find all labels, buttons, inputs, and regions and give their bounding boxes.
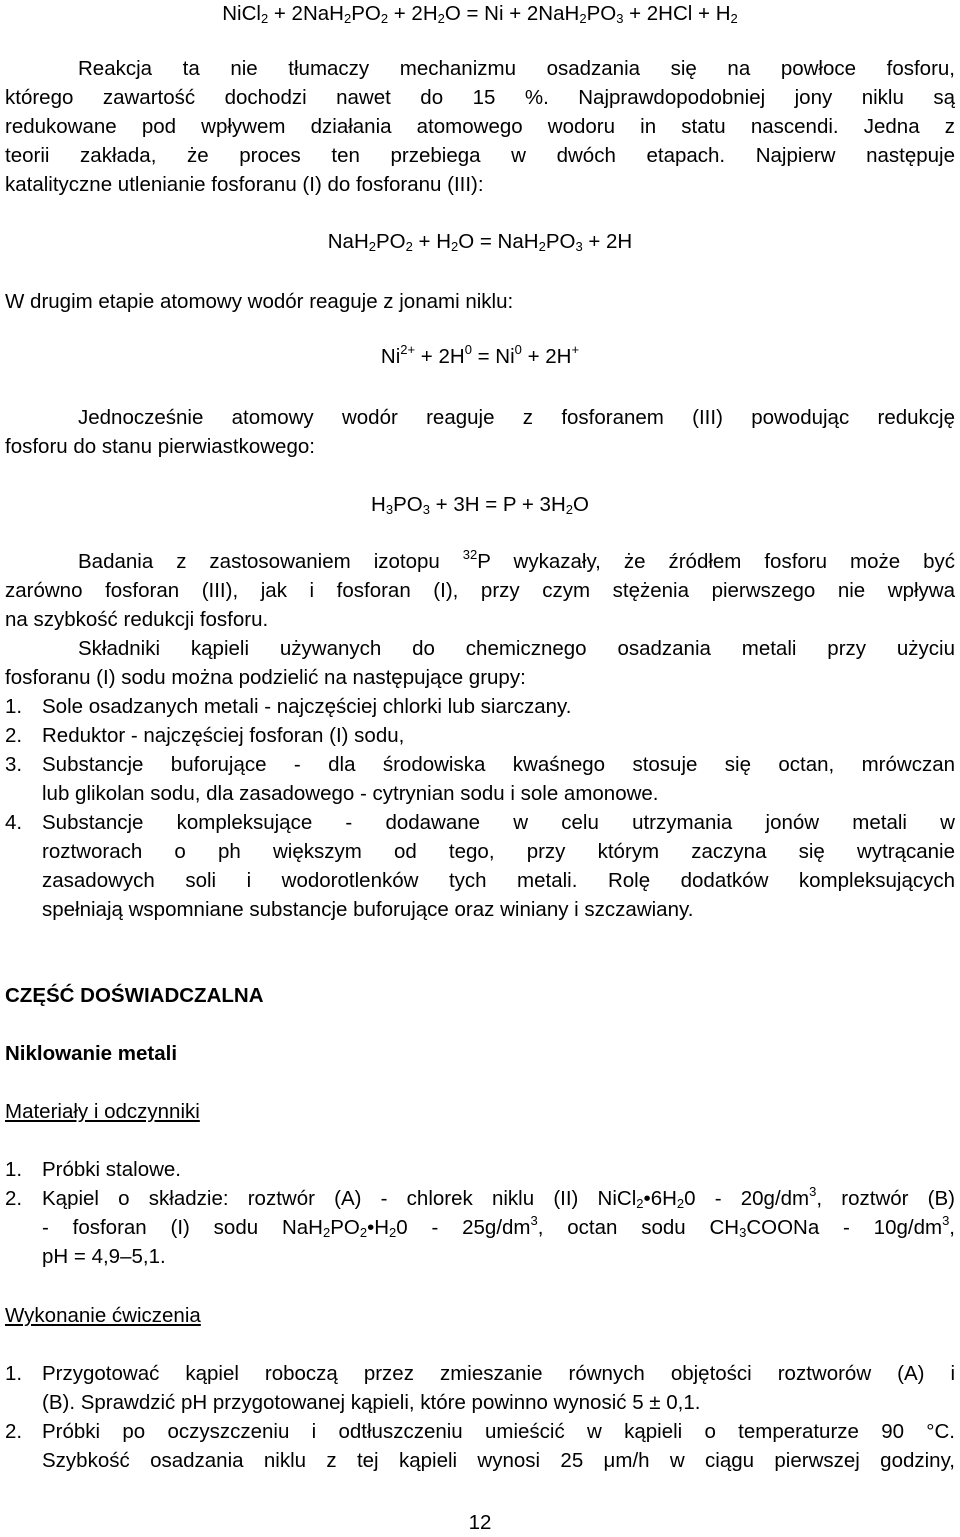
- text-line: fosforanu (I) sodu można podzielić na następujące grupy:: [5, 666, 526, 689]
- text-line: Badania z zastosowaniem izotopu $^{32}$P wykazały, że źródłem fosforu może być: [78, 547, 955, 573]
- page-number: 12: [468, 1511, 492, 1534]
- text-line: teorii zakłada, że proces ten przebiega w dwóch etapach. Najpierw następuje: [5, 144, 955, 167]
- procedure-heading: Wykonanie ćwiczenia: [5, 1304, 201, 1327]
- materials-heading: Materiały i odczynniki: [5, 1100, 200, 1123]
- section-heading: CZĘŚĆ DOŚWIADCZALNA: [5, 984, 264, 1007]
- text-line: zarówno fosforan (III), jak i fosforan (I), przy czym stężenia pierwszego nie wpływa: [5, 579, 955, 602]
- paragraph-second-stage: [5, 287, 955, 316]
- paragraph-phosphorus-reduction: [5, 403, 955, 461]
- list-item: 4. Substancje kompleksujące - dodawane w celu utrzymania jonów metali w roztworach o ph większym od tego, przy którym zaczyna się wytrącanie zasadowych soli i wodorotlenków tych metali. Rolę dodatków kompleksujących spełniają wspomniane substancje buforujące oraz winiany i szczawiany.: [5, 811, 955, 921]
- text-line: na szybkość redukcji fosforu.: [5, 608, 269, 631]
- list-item: 1. Próbki stalowe.: [5, 1158, 182, 1181]
- paragraph-bath-components: [5, 634, 955, 692]
- text-line: Jednocześnie atomowy wodór reaguje z fosforanem (III) powodując redukcję: [78, 406, 955, 429]
- equation-phosphorous-acid-reduction: $H_3PO_3 + 3H = P + 3H_2O$: [371, 493, 589, 517]
- text-line: fosforu do stanu pierwiastkowego:: [5, 435, 315, 458]
- text-line: Reakcja ta nie tłumaczy mechanizmu osadzania się na powłoce fosforu,: [78, 57, 955, 80]
- equation-hypophosphite-oxidation: $NaH_2PO_2 + H_2O = NaH_2PO_3 + 2H$: [327, 230, 633, 254]
- text-line: którego zawartość dochodzi nawet do 15 %. Najprawdopodobniej jony niklu są: [5, 86, 955, 109]
- list-item: 3. Substancje buforujące - dla środowiska kwaśnego stosuje się octan, mrówczan lub glikolan sodu, dla zasadowego - cytrynian sodu i sole amonowe.: [5, 753, 955, 805]
- paragraph-mechanism: [5, 54, 955, 199]
- list-item: 2. Reduktor - najczęściej fosforan (I) sodu,: [5, 724, 405, 747]
- equation-nicl2-reduction: NiCl$_2$ + $2NaH_2PO_2 + 2H_2O = Ni + 2NaH_2PO_3 + 2HCl + H_2$: [222, 2, 738, 26]
- materials-list: [5, 1155, 955, 1271]
- bath-component-groups-list: [5, 692, 955, 924]
- text-line: W drugim etapie atomowy wodór reaguje z jonami niklu:: [5, 290, 514, 313]
- text-line: redukowane pod wpływem działania atomowego wodoru in statu nascendi. Jedna z: [5, 115, 955, 138]
- text-line: Składniki kąpieli używanych do chemicznego osadzania metali przy użyciu: [78, 637, 955, 660]
- paragraph-isotope-research: [5, 547, 955, 634]
- subsection-heading: Niklowanie metali: [5, 1042, 178, 1065]
- list-item: 1. Sole osadzanych metali - najczęściej chlorki lub siarczany.: [5, 695, 572, 718]
- list-item: 2. Kąpiel o składzie: roztwór (A) - chlorek niklu (II) $NiCl_2•6H_20 - 20g/dm^3$, roztwór (B) - fosforan (I) sodu $NaH_2PO_2•H_20 - 25g/dm^3$, octan sodu $CH_3COONa - 10g/dm^3$, pH = 4,9–5,1.: [5, 1184, 955, 1268]
- list-item: 2. Próbki po oczyszczeniu i odtłuszczeniu umieścić w kąpieli o temperaturze 90 °C. Szybkość osadzania niklu z tej kąpieli wynosi 25 μm/h w ciągu pierwszej godziny,: [5, 1420, 955, 1472]
- list-item: 1. Przygotować kąpiel roboczą przez zmieszanie równych objętości roztworów (A) i (B). Sprawdzić pH przygotowanej kąpieli, które powinno wynosić 5 ± 0,1.: [5, 1362, 955, 1414]
- text-line: katalityczne utlenianie fosforanu (I) do fosforanu (III):: [5, 173, 484, 196]
- equation-nickel-reduction: $Ni^{2+} + 2H^0 = Ni^0 + 2H^+$: [380, 342, 580, 368]
- procedure-list: [5, 1359, 955, 1475]
